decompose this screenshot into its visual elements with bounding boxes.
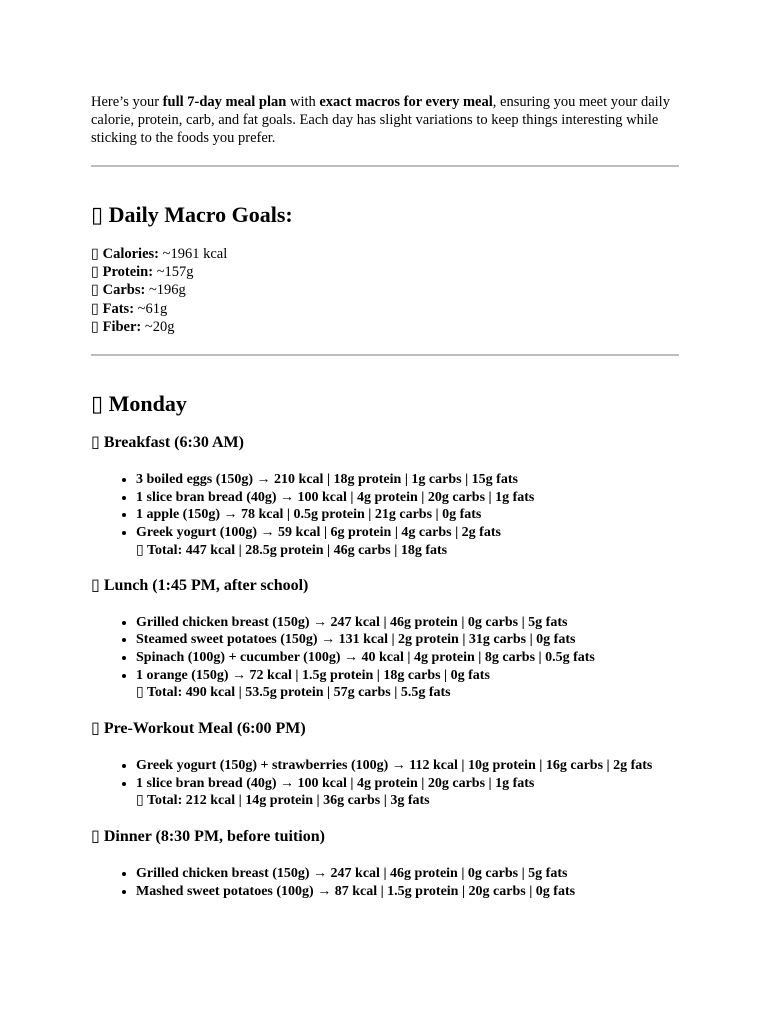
list-item-text: Greek yogurt (100g) → 59 kcal | 6g protein | 4g carbs | 2g fats [136, 525, 501, 541]
goal-value: ~20g [141, 318, 175, 335]
meal-title: Breakfast (6:30 AM) [103, 434, 244, 452]
emoji-icon: ▯ [91, 202, 104, 227]
meal-items-dinner [91, 865, 679, 900]
goals-list [91, 245, 679, 336]
meal-heading-lunch [91, 576, 679, 596]
day-title: Monday [108, 391, 187, 417]
emoji-icon: ▯ [91, 828, 100, 846]
emoji-icon: ▯ [91, 246, 99, 262]
list-item: • Mashed sweet potatoes (100g) → 87 kcal | 1.5g protein | 20g carbs | 0g fats [136, 883, 679, 901]
meal-total: Total: 447 kcal | 28.5g protein | 46g carbs | 18g fats [146, 542, 448, 558]
intro-bold-1: full 7-day meal plan [162, 94, 287, 110]
meal-heading-breakfast [91, 433, 679, 453]
goals-title: Daily Macro Goals: [108, 202, 293, 227]
day-heading [91, 391, 679, 417]
goal-label: Calories: [102, 246, 159, 262]
emoji-icon: ▯ [136, 685, 144, 701]
meal-title: Pre-Workout Meal (6:00 PM) [103, 720, 306, 738]
goal-calories [91, 245, 679, 263]
list-item: • 3 boiled eggs (150g) → 210 kcal | 18g protein | 1g carbs | 15g fats [136, 471, 679, 489]
emoji-icon: ▯ [91, 318, 99, 335]
meal-title: Lunch (1:45 PM, after school) [103, 576, 309, 594]
list-item-text: 1 orange (150g) → 72 kcal | 1.5g protein | 18g carbs | 0g fats [136, 667, 490, 683]
list-item: • Steamed sweet potatoes (150g) → 131 kcal | 2g protein | 31g carbs | 0g fats [136, 631, 679, 649]
intro-text-1: Here’s your [91, 94, 163, 110]
divider [91, 354, 679, 356]
meal-items-preworkout [91, 757, 679, 810]
meal-total: Total: 490 kcal | 53.5g protein | 57g carbs | 5.5g fats [146, 685, 451, 701]
emoji-icon: ▯ [91, 576, 100, 594]
emoji-icon: ▯ [91, 391, 104, 417]
list-item: • Grilled chicken breast (150g) → 247 kcal | 46g protein | 0g carbs | 5g fats [136, 865, 679, 883]
goal-label: Fiber: [102, 318, 142, 335]
meal-heading-dinner [91, 827, 679, 847]
list-item: • Spinach (100g) + cucumber (100g) → 40 kcal | 4g protein | 8g carbs | 0.5g fats [136, 649, 679, 667]
emoji-icon: ▯ [91, 300, 99, 317]
emoji-icon: ▯ [136, 793, 144, 809]
intro-paragraph [91, 93, 679, 147]
intro-text-3: , ensuring you meet your daily calorie, protein, carb, and fat goals. Each day has slight variations to keep things interesting while sticking to the foods you prefer. [91, 94, 670, 146]
goal-label: Protein: [102, 264, 154, 281]
emoji-icon: ▯ [91, 264, 99, 281]
goal-value: ~157g [153, 264, 194, 281]
intro-bold-2: exact macros for every meal [319, 94, 493, 110]
goal-fiber [91, 318, 679, 336]
emoji-icon: ▯ [91, 282, 99, 299]
list-item: • Grilled chicken breast (150g) → 247 kcal | 46g protein | 0g carbs | 5g fats [136, 614, 679, 632]
meal-title: Dinner (8:30 PM, before tuition) [103, 828, 325, 846]
list-item [136, 524, 679, 559]
goals-heading [91, 202, 679, 228]
divider [91, 165, 679, 167]
list-item [136, 667, 679, 702]
list-item-text: 1 slice bran bread (40g) → 100 kcal | 4g protein | 20g carbs | 1g fats [136, 775, 535, 791]
document-body [91, 93, 679, 901]
goal-label: Carbs: [102, 282, 146, 299]
goal-label: Fats: [102, 300, 135, 317]
goal-carbs [91, 281, 679, 299]
goal-fats [91, 300, 679, 318]
goal-value: ~1961 kcal [158, 246, 228, 262]
list-item: • 1 slice bran bread (40g) → 100 kcal | 4g protein | 20g carbs | 1g fats [136, 489, 679, 507]
meal-items-breakfast [91, 471, 679, 560]
meal-total: Total: 212 kcal | 14g protein | 36g carbs | 3g fats [146, 793, 430, 809]
emoji-icon: ▯ [91, 434, 100, 452]
meal-items-lunch [91, 614, 679, 703]
list-item: • Greek yogurt (150g) + strawberries (100g) → 112 kcal | 10g protein | 16g carbs | 2g fats [136, 757, 679, 775]
emoji-icon: ▯ [136, 542, 144, 558]
list-item: • 1 apple (150g) → 78 kcal | 0.5g protein | 21g carbs | 0g fats [136, 506, 679, 524]
list-item [136, 775, 679, 810]
goal-value: ~196g [145, 282, 186, 299]
meal-heading-preworkout [91, 719, 679, 739]
emoji-icon: ▯ [91, 720, 100, 738]
goal-protein [91, 263, 679, 281]
intro-text-2: with [286, 94, 320, 110]
goal-value: ~61g [134, 300, 168, 317]
